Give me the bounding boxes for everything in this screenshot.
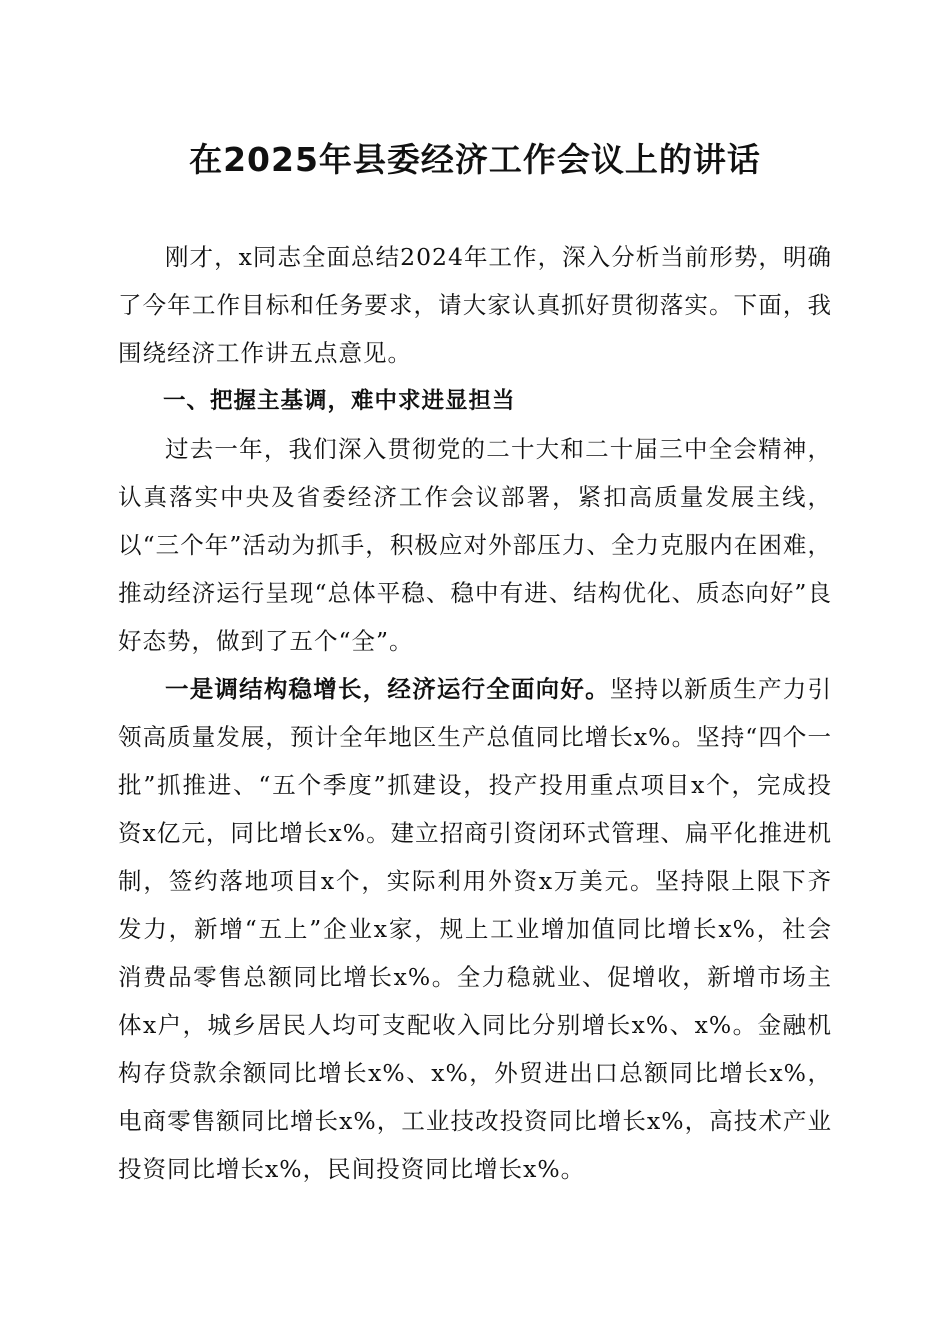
section-heading: 一、把握主基调，难中求进显担当 bbox=[163, 388, 516, 414]
intro-paragraph: 刚才，x同志全面总结2024年工作，深入分析当前形势，明确了今年工作目标和任务要求，请大家认真抓好贯彻落实。下面，我围绕经济工作讲五点意见。 bbox=[118, 243, 832, 367]
review-paragraph: 过去一年，我们深入贯彻党的二十大和二十届三中全会精神，认真落实中央及省委经济工作会议部署，紧扣高质量发展主线，以“三个年”活动为抓手，积极应对外部压力、全力克服内在困难，推动经济运行呈现“总体平稳、稳中有进、结构优化、质态向好”良好态势，做到了五个“全”。 bbox=[118, 435, 832, 655]
point-one-body: 坚持以新质生产力引领高质量发展，预计全年地区生产总值同比增长x%。坚持“四个一批”抓推进、“五个季度”抓建设，投产投用重点项目x个，完成投资x亿元，同比增长x%。建立招商引资闭环式管理、扁平化推进机制，签约落地项目x个，实际利用外资x万美元。坚持限上限下齐发力，新增“五上”企业x家，规上工业增加值同比增长x%，社会消费品零售总额同比增长x%。全力稳就业、促增收，新增市场主体x户，城乡居民人均可支配收入同比分别增长x%、x%。金融机构存贷款余额同比增长x%、x%，外贸进出口总额同比增长x%，电商零售额同比增长x%，工业技改投资同比增长x%，高技术产业投资同比增长x%，民间投资同比增长x%。 bbox=[118, 675, 833, 1183]
document-title: 在2025年县委经济工作会议上的讲话 bbox=[189, 140, 761, 179]
point-one-paragraph bbox=[118, 665, 832, 1193]
point-one-lead: 一是调结构稳增长，经济运行全面向好。 bbox=[165, 675, 610, 703]
document-body bbox=[118, 233, 832, 1193]
